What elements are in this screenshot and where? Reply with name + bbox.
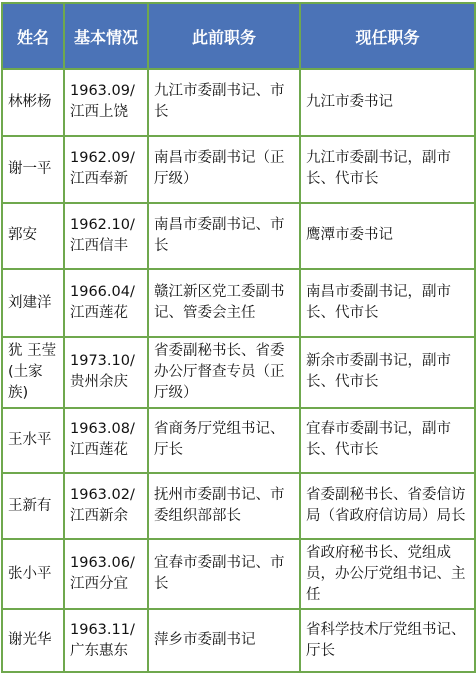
cell-previous-post: 宜春市委副书记、市长: [148, 539, 300, 609]
cell-basic-info: 1963.11/广东惠东: [64, 609, 148, 672]
cell-name: 犹 王莹(土家族): [2, 337, 64, 408]
header-previous-post: 此前职务: [148, 3, 300, 69]
cell-previous-post: 省委副秘书长、省委办公厅督查专员（正厅级）: [148, 337, 300, 408]
cell-basic-info: 1962.10/江西信丰: [64, 203, 148, 270]
table-row: [2, 269, 475, 337]
cell-current-post: 南昌市委副书记，副市长、代市长: [300, 269, 475, 337]
table-row: [2, 337, 475, 408]
cell-basic-info: 1962.09/江西奉新: [64, 136, 148, 203]
cell-current-post: 鹰潭市委书记: [300, 203, 475, 270]
cell-current-post: 新余市委副书记，副市长、代市长: [300, 337, 475, 408]
table-row: [2, 203, 475, 270]
cell-previous-post: 抚州市委副书记、市委组织部部长: [148, 473, 300, 540]
officials-table: [1, 2, 476, 673]
table-row: [2, 609, 475, 672]
cell-name: 刘建洋: [2, 269, 64, 337]
cell-previous-post: 南昌市委副书记（正厅级）: [148, 136, 300, 203]
cell-name: 郭安: [2, 203, 64, 270]
header-basic-info: 基本情况: [64, 3, 148, 69]
cell-current-post: 省委副秘书长、省委信访局（省政府信访局）局长: [300, 473, 475, 540]
cell-current-post: 省政府秘书长、党组成员，办公厅党组书记、主任: [300, 539, 475, 609]
header-name: 姓名: [2, 3, 64, 69]
header-row: [2, 3, 475, 69]
cell-name: 林彬杨: [2, 69, 64, 136]
cell-name: 王新有: [2, 473, 64, 540]
cell-previous-post: 九江市委副书记、市长: [148, 69, 300, 136]
cell-basic-info: 1973.10/贵州余庆: [64, 337, 148, 408]
table-row: [2, 539, 475, 609]
cell-current-post: 九江市委副书记，副市长、代市长: [300, 136, 475, 203]
cell-current-post: 九江市委书记: [300, 69, 475, 136]
cell-name: 张小平: [2, 539, 64, 609]
cell-basic-info: 1966.04/江西莲花: [64, 269, 148, 337]
table-row: [2, 136, 475, 203]
cell-basic-info: 1963.02/江西新余: [64, 473, 148, 540]
officials-table-container: [1, 2, 474, 673]
cell-previous-post: 省商务厅党组书记、厅长: [148, 408, 300, 473]
cell-current-post: 省科学技术厅党组书记、厅长: [300, 609, 475, 672]
table-row: [2, 473, 475, 540]
cell-basic-info: 1963.06/江西分宜: [64, 539, 148, 609]
table-row: [2, 408, 475, 473]
cell-name: 王水平: [2, 408, 64, 473]
cell-basic-info: 1963.09/江西上饶: [64, 69, 148, 136]
cell-previous-post: 南昌市委副书记、市长: [148, 203, 300, 270]
cell-previous-post: 萍乡市委副书记: [148, 609, 300, 672]
cell-name: 谢光华: [2, 609, 64, 672]
cell-current-post: 宜春市委副书记，副市长、代市长: [300, 408, 475, 473]
cell-name: 谢一平: [2, 136, 64, 203]
header-current-post: 现任职务: [300, 3, 475, 69]
cell-previous-post: 赣江新区党工委副书记、管委会主任: [148, 269, 300, 337]
cell-basic-info: 1963.08/江西莲花: [64, 408, 148, 473]
table-row: [2, 69, 475, 136]
